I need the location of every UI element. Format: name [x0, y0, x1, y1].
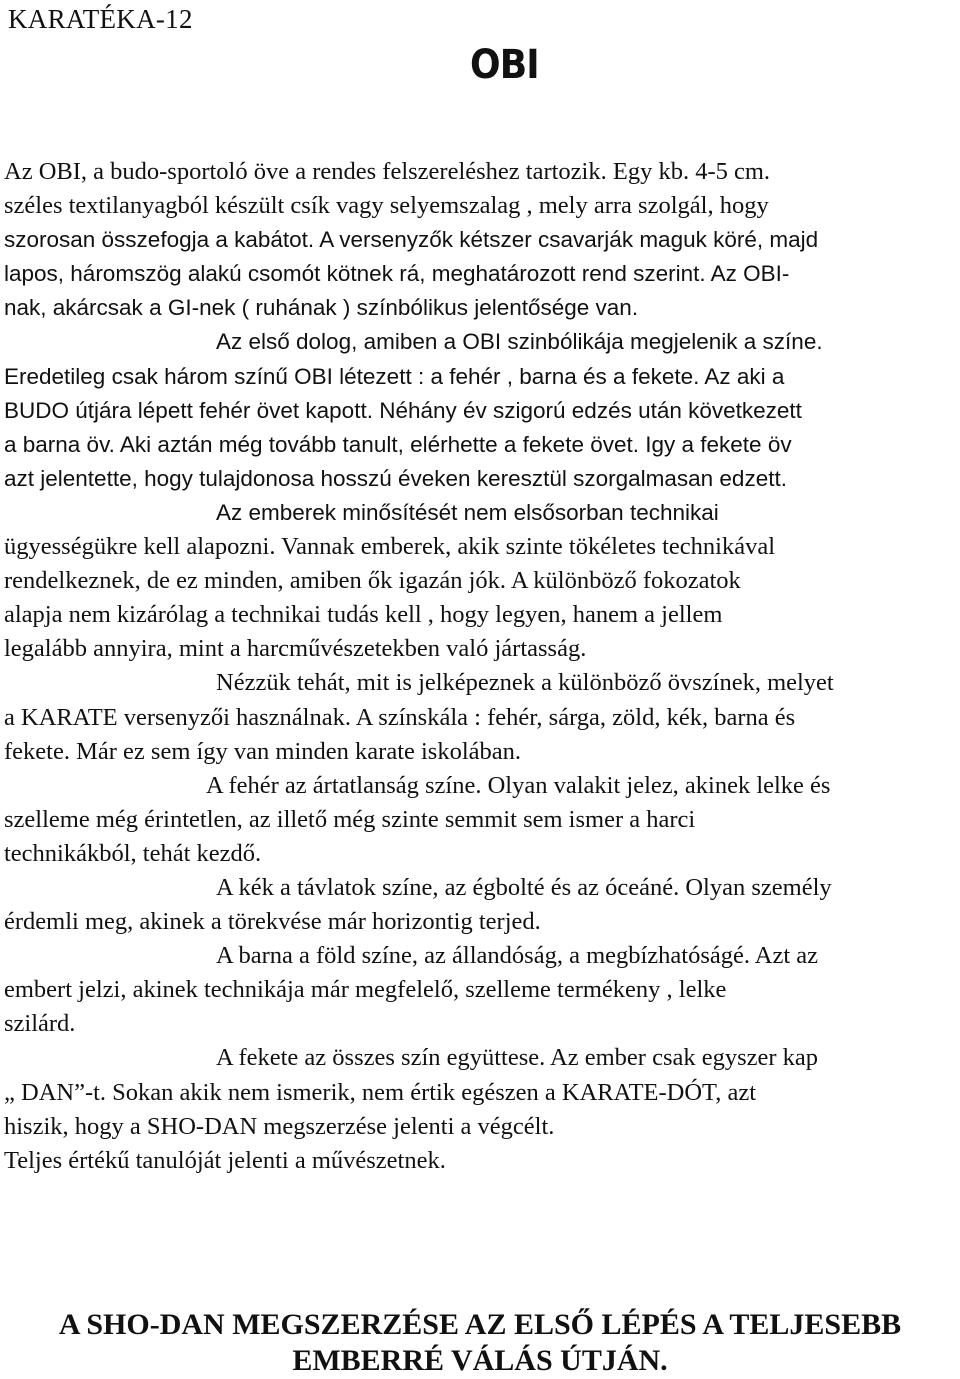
document-title: OBI — [470, 42, 539, 88]
body-line: Eredetileg csak három színű OBI létezett : a fehér , barna és a fekete. Az aki a — [4, 363, 785, 389]
body-line: BUDO útjára lépett fehér övet kapott. Néhány év szigorú edzés után következett — [4, 397, 802, 423]
body-line: Az OBI, a budo-sportoló öve a rendes felszereléshez tartozik. Egy kb. 4-5 cm. — [4, 158, 771, 185]
body-line: azt jelentette, hogy tulajdonosa hosszú éveken keresztül szorgalmasan edzett. — [4, 465, 787, 491]
body-line: Teljes értékű tanulóját jelenti a művészetnek. — [4, 1146, 446, 1174]
body-line: Nézzük tehát, mit is jelképeznek a különböző övszínek, melyet — [216, 669, 834, 697]
footer-line-2: EMBERRÉ VÁLÁS ÚTJÁN. — [292, 1344, 668, 1377]
body-line: érdemli meg, akinek a törekvése már horizontig terjed. — [4, 908, 541, 936]
body-line: A barna a föld színe, az állandóság, a megbízhatóságé. Azt az — [216, 942, 819, 970]
body-line: Az emberek minősítését nem elsősorban technikai — [216, 499, 719, 525]
body-line: ügyességükre kell alapozni. Vannak emberek, akik szinte tökéletes technikával — [4, 533, 776, 561]
body-line: „ DAN”-t. Sokan akik nem ismerik, nem értik egészen a KARATE-DÓT, azt — [4, 1078, 757, 1106]
body-line: lapos, háromszög alakú csomót kötnek rá, meghatározott rend szerint. Az OBI- — [4, 261, 790, 287]
body-line: A kék a távlatok színe, az égbolté és az óceáné. Olyan személy — [216, 873, 832, 901]
body-line: embert jelzi, akinek technikája már megfelelő, szelleme termékeny , lelke — [4, 976, 727, 1004]
body-line: alapja nem kizárólag a technikai tudás kell , hogy legyen, hanem a jellem — [4, 601, 723, 629]
body-line: hiszik, hogy a SHO-DAN megszerzése jelenti a végcélt. — [4, 1112, 555, 1140]
body-line: technikákból, tehát kezdő. — [4, 839, 262, 867]
document-body — [4, 155, 960, 1178]
body-line: a KARATE versenyzői használnak. A színskála : fehér, sárga, zöld, kék, barna és — [4, 703, 796, 731]
body-line: széles textilanyagból készült csík vagy selyemszalag , mely arra szolgál, hogy — [4, 192, 769, 220]
body-line: szelleme még érintetlen, az illető még szinte semmit sem ismer a harci — [4, 805, 696, 833]
document-footer — [0, 1307, 960, 1379]
body-line: A fehér az ártatlanság színe. Olyan valakit jelez, akinek lelke és — [206, 771, 831, 799]
body-line: A fekete az összes szín együttese. Az ember csak egyszer kap — [216, 1044, 819, 1072]
footer-line-1: A SHO-DAN MEGSZERZÉSE AZ ELSŐ LÉPÉS A TELJESEBB — [58, 1308, 902, 1341]
body-line: a barna öv. Aki aztán még tovább tanult, elérhette a fekete övet. Igy a fekete öv — [4, 431, 792, 457]
document-header-label: KARATÉKA-12 — [8, 4, 193, 34]
body-line: nak, akárcsak a GI-nek ( ruhának ) színbólikus jelentősége van. — [4, 295, 639, 321]
body-line: legalább annyira, mint a harcművészetekben való jártasság. — [4, 635, 587, 663]
body-line: fekete. Már ez sem így van minden karate iskolában. — [4, 737, 522, 765]
body-line: Az első dolog, amiben a OBI szinbólikája megjelenik a színe. — [216, 329, 823, 355]
body-line: szorosan összefogja a kabátot. A versenyzők kétszer csavarják maguk köré, majd — [4, 227, 819, 253]
body-line: szilárd. — [4, 1010, 76, 1038]
body-line: rendelkeznek, de ez minden, amiben ők igazán jók. A különböző fokozatok — [4, 567, 741, 595]
